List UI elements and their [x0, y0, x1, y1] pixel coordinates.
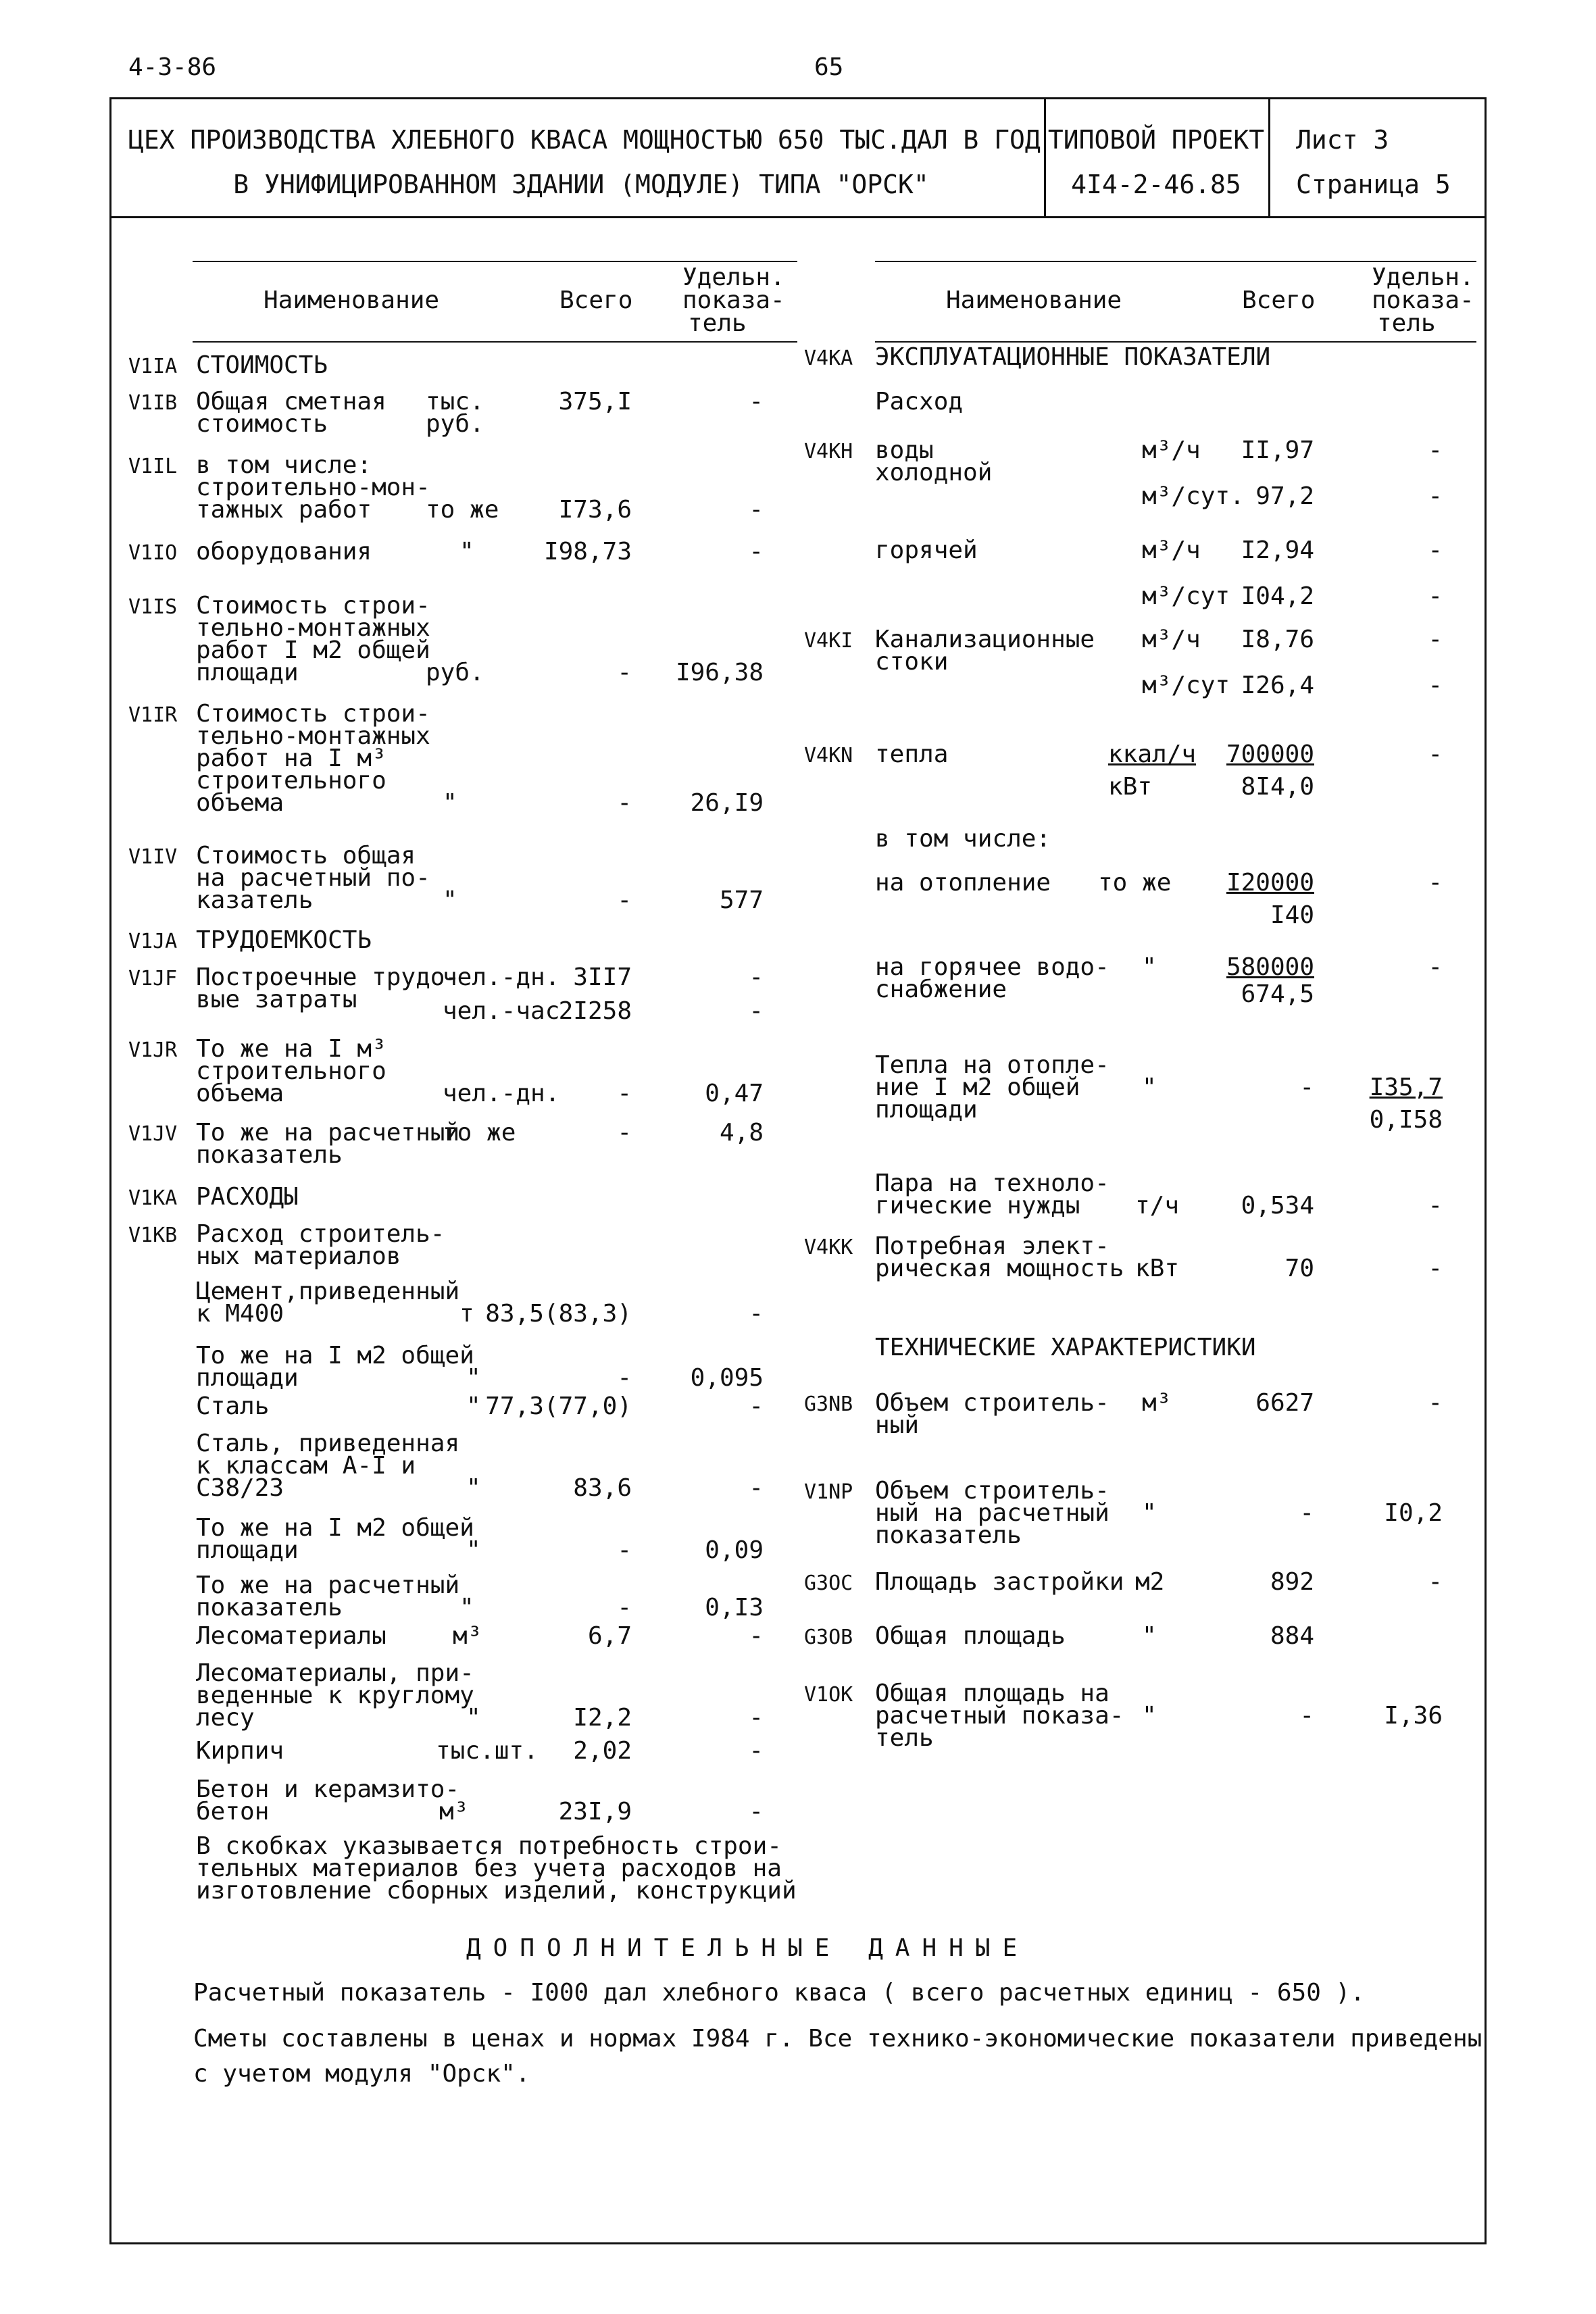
- left-header-spec-2: показа-: [682, 286, 785, 314]
- right-row-15-name-0: Площадь застройки: [875, 1568, 1124, 1596]
- right-row-10-name-0: Пара на техноло-: [875, 1169, 1109, 1197]
- additional-data-heading: ДОПОЛНИТЕЛЬНЫЕ ДАННЫЕ: [466, 1934, 1030, 1962]
- right-row-3-unit-0: м³/ч: [1142, 536, 1201, 564]
- left-row-3-unit-0: ": [459, 538, 474, 565]
- right-row-5-total-0: 700000: [1226, 740, 1314, 768]
- right-row-2-name-0: воды: [875, 436, 934, 464]
- left-row-11-code: V1KA: [128, 1186, 178, 1210]
- project-number: 4I4-2-46.85: [1071, 170, 1241, 199]
- left-row-7-name-0: ТРУДОЕМКОСТЬ: [196, 926, 372, 954]
- left-table-top-line: [193, 261, 797, 262]
- title-block-separator-2: [1268, 97, 1270, 216]
- left-row-16-name-2: С38/23: [196, 1474, 284, 1502]
- left-row-18-unit-0: ": [459, 1594, 474, 1621]
- right-row-13-code: G3NB: [804, 1392, 853, 1416]
- left-row-9-spec-0: 0,47: [705, 1080, 764, 1107]
- project-label: ТИПОВОЙ ПРОЕКТ: [1047, 125, 1265, 155]
- left-row-8-name-1: вые затраты: [196, 986, 357, 1013]
- title-line-1: ЦЕХ ПРОИЗВОДСТВА ХЛЕБНОГО КВАСА МОЩНОСТЬЮ 650 ТЫС.ДАЛ В ГОД: [128, 125, 1041, 155]
- left-row-20-spec-0: -: [749, 1704, 764, 1732]
- right-row-4-name-0: Канализационные: [875, 626, 1095, 653]
- left-row-1-code: V1IB: [128, 391, 178, 415]
- right-row-2-spec-1: -: [1428, 482, 1443, 510]
- left-row-17-name-1: площади: [196, 1536, 299, 1564]
- left-row-17-name-0: То же на I м2 общей: [196, 1514, 474, 1542]
- left-row-14-name-0: То же на I м2 общей: [196, 1342, 474, 1369]
- right-row-5-total-1: 8I4,0: [1241, 773, 1314, 801]
- right-row-7-spec-0: -: [1428, 869, 1443, 897]
- right-row-17-code: V1OK: [804, 1683, 853, 1707]
- right-header-name: Наименование: [946, 286, 1122, 314]
- right-row-7-total-0: I20000: [1226, 869, 1314, 897]
- right-row-7-name-0: на отопление: [875, 869, 1051, 897]
- right-row-3-total-0: I2,94: [1241, 536, 1314, 564]
- right-row-2-spec-0: -: [1428, 436, 1443, 464]
- left-row-19-name-0: Лесоматериалы: [196, 1622, 386, 1650]
- right-row-4-total-0: I8,76: [1241, 626, 1314, 653]
- right-row-16-total-0: 884: [1270, 1622, 1314, 1650]
- right-row-16-name-0: Общая площадь: [875, 1622, 1066, 1650]
- left-row-2-spec-0: -: [749, 496, 764, 524]
- left-row-6-total-0: -: [617, 886, 632, 914]
- document-code: 4-3-86: [128, 53, 217, 81]
- left-row-22-name-1: бетон: [196, 1798, 270, 1826]
- left-row-9-total-0: -: [617, 1080, 632, 1107]
- left-header-spec-1: Удельн.: [682, 263, 785, 291]
- left-row-1-name-1: стоимость: [196, 410, 328, 438]
- left-row-10-name-0: То же на расчетный: [196, 1119, 460, 1147]
- left-row-17-unit-0: ": [466, 1536, 481, 1564]
- additional-line-2: Сметы составлены в ценах и нормах I984 г. Все технико-экономические показатели приведены: [193, 2025, 1482, 2053]
- right-row-10-name-1: гические нужды: [875, 1192, 1080, 1219]
- right-row-14-total-0: -: [1299, 1499, 1314, 1527]
- right-row-2-unit-0: м³/ч: [1142, 436, 1201, 464]
- left-note-line-3: изготовление сборных изделий, конструкций: [196, 1877, 797, 1905]
- right-row-9-name-0: Тепла на отопле-: [875, 1051, 1109, 1079]
- left-row-8-unit-0: чел.-дн.: [443, 963, 560, 991]
- left-row-13-total-0: 83,5(83,3): [485, 1300, 632, 1328]
- right-row-3-name-0: горячей: [875, 536, 978, 564]
- left-row-4-code: V1IS: [128, 595, 178, 619]
- right-row-4-name-1: стоки: [875, 648, 949, 676]
- left-row-5-name-3: строительного: [196, 767, 386, 795]
- right-row-17-total-0: -: [1299, 1702, 1314, 1730]
- left-row-9-unit-0: чел.-дн.: [443, 1080, 560, 1107]
- left-row-22-unit-0: м³: [439, 1798, 469, 1826]
- right-row-4-unit-1: м³/сут: [1142, 672, 1230, 699]
- left-row-1-spec-0: -: [749, 388, 764, 416]
- left-row-5-name-1: тельно-монтажных: [196, 722, 430, 750]
- left-row-20-name-2: лесу: [196, 1704, 255, 1732]
- right-row-3-total-1: I04,2: [1241, 582, 1314, 610]
- left-row-4-name-0: Стоимость строи-: [196, 592, 430, 620]
- right-row-4-unit-0: м³/ч: [1142, 626, 1201, 653]
- left-row-10-spec-0: 4,8: [719, 1119, 764, 1147]
- right-row-5-unit-1: кВт: [1108, 773, 1153, 801]
- right-row-15-unit-0: м2: [1135, 1568, 1165, 1596]
- right-row-8-name-1: снабжение: [875, 976, 1007, 1003]
- right-row-15-code: G3OC: [804, 1571, 853, 1595]
- left-row-0-code: V1IA: [128, 355, 178, 378]
- right-row-8-spec-0: -: [1428, 953, 1443, 981]
- right-row-6-name-0: в том числе:: [875, 825, 1051, 853]
- left-row-2-name-1: строительно-мон-: [196, 474, 430, 501]
- left-row-4-name-2: работ I м2 общей: [196, 636, 430, 664]
- left-row-18-name-1: показатель: [196, 1594, 343, 1621]
- right-row-17-unit-0: ": [1142, 1702, 1157, 1730]
- left-row-15-total-0: 77,3(77,0): [485, 1392, 632, 1420]
- right-row-11-code: V4KK: [804, 1236, 853, 1259]
- left-row-8-total-1: 2I258: [558, 997, 632, 1025]
- left-row-1-name-0: Общая сметная: [196, 388, 386, 416]
- right-row-8-total-1: 674,5: [1241, 980, 1314, 1008]
- left-row-6-name-2: казатель: [196, 886, 314, 914]
- right-row-11-unit-0: кВт: [1135, 1255, 1180, 1282]
- right-row-5-spec-0: -: [1428, 740, 1443, 768]
- left-row-18-name-0: То же на расчетный: [196, 1571, 460, 1599]
- left-row-10-total-0: -: [617, 1119, 632, 1147]
- left-header-name: Наименование: [264, 286, 440, 314]
- additional-line-3: с учетом модуля "Орск".: [193, 2060, 530, 2088]
- right-row-2-name-1: холодной: [875, 459, 993, 486]
- right-row-9-spec-1: 0,I58: [1369, 1106, 1443, 1134]
- left-row-2-name-0: в том числе:: [196, 451, 372, 479]
- right-row-14-unit-0: ": [1142, 1499, 1157, 1527]
- left-row-4-total-0: -: [617, 659, 632, 686]
- left-row-2-code: V1IL: [128, 455, 178, 478]
- right-row-5-unit-0: ккал/ч: [1108, 740, 1197, 768]
- left-row-13-name-1: к М400: [196, 1300, 284, 1328]
- left-row-13-unit-0: т: [459, 1300, 474, 1328]
- right-row-14-name-0: Объем строитель-: [875, 1477, 1109, 1505]
- left-row-9-name-1: строительного: [196, 1057, 386, 1085]
- right-header-spec-1: Удельн.: [1372, 263, 1474, 291]
- right-row-2-unit-1: м³/сут.: [1142, 482, 1245, 510]
- right-row-4-spec-0: -: [1428, 626, 1443, 653]
- left-header-spec-3: тель: [688, 309, 747, 337]
- left-row-8-name-0: Построечные трудо-: [196, 963, 460, 991]
- left-row-21-name-0: Кирпич: [196, 1737, 284, 1765]
- right-row-3-spec-1: -: [1428, 582, 1443, 610]
- right-row-8-name-0: на горячее водо-: [875, 953, 1109, 981]
- right-row-15-spec-0: -: [1428, 1568, 1443, 1596]
- left-row-14-total-0: -: [617, 1364, 632, 1392]
- right-row-0-code: V4KA: [804, 347, 853, 370]
- right-row-10-spec-0: -: [1428, 1192, 1443, 1219]
- right-row-0-name-0: ЭКСПЛУАТАЦИОННЫЕ ПОКАЗАТЕЛИ: [875, 343, 1271, 371]
- sheet-number: Лист 3: [1296, 125, 1389, 155]
- right-row-5-code: V4KN: [804, 744, 853, 768]
- right-row-9-spec-0: I35,7: [1369, 1074, 1443, 1101]
- left-row-14-spec-0: 0,095: [690, 1364, 764, 1392]
- left-row-6-unit-0: ": [443, 886, 457, 914]
- left-row-3-total-0: I98,73: [543, 538, 632, 565]
- left-row-3-code: V1IO: [128, 541, 178, 565]
- title-line-2: В УНИФИЦИРОВАННОМ ЗДАНИИ (МОДУЛЕ) ТИПА "ОРСК": [233, 170, 929, 199]
- right-row-17-spec-0: I,36: [1384, 1702, 1443, 1730]
- right-row-17-name-2: тель: [875, 1724, 934, 1752]
- title-block-divider: [109, 216, 1487, 218]
- left-row-4-name-3: площади: [196, 659, 299, 686]
- right-row-8-total-0: 580000: [1226, 953, 1314, 981]
- right-row-2-total-1: 97,2: [1255, 482, 1314, 510]
- left-row-11-name-0: РАСХОДЫ: [196, 1183, 299, 1211]
- left-row-2-name-2: тажных работ: [196, 496, 372, 524]
- left-row-5-name-0: Стоимость строи-: [196, 700, 430, 728]
- left-row-8-unit-1: чел.-час: [443, 997, 560, 1025]
- right-row-14-spec-0: I0,2: [1384, 1499, 1443, 1527]
- left-row-9-code: V1JR: [128, 1038, 178, 1062]
- right-row-10-total-0: 0,534: [1241, 1192, 1314, 1219]
- left-row-12-code: V1KB: [128, 1224, 178, 1247]
- left-row-20-name-1: веденные к круглому: [196, 1682, 474, 1709]
- left-row-19-unit-0: м³: [453, 1622, 482, 1650]
- left-row-16-name-0: Сталь, приведенная: [196, 1430, 460, 1457]
- left-row-13-name-0: Цемент,приведенный: [196, 1278, 460, 1305]
- right-row-9-name-1: ние I м2 общей: [875, 1074, 1080, 1101]
- right-row-4-spec-1: -: [1428, 672, 1443, 699]
- right-row-14-name-1: ный на расчетный: [875, 1499, 1109, 1527]
- right-header-spec-3: тель: [1377, 309, 1436, 337]
- left-row-3-spec-0: -: [749, 538, 764, 565]
- left-row-22-name-0: Бетон и керамзито-: [196, 1776, 460, 1803]
- left-row-7-code: V1JA: [128, 930, 178, 953]
- left-row-17-spec-0: 0,09: [705, 1536, 764, 1564]
- right-row-3-unit-1: м³/сут: [1142, 582, 1230, 610]
- left-row-16-unit-0: ": [466, 1474, 481, 1502]
- right-table-top-line: [875, 261, 1476, 262]
- right-row-9-name-2: площади: [875, 1096, 978, 1124]
- page-number: 65: [814, 53, 844, 81]
- right-row-9-total-0: -: [1299, 1074, 1314, 1101]
- right-row-8-unit-0: ": [1142, 953, 1157, 981]
- left-note-line-2: тельных материалов без учета расходов на: [196, 1855, 782, 1882]
- left-table-header-line: [193, 341, 797, 343]
- left-row-2-total-0: I73,6: [558, 496, 632, 524]
- left-row-22-total-0: 23I,9: [558, 1798, 632, 1826]
- right-row-16-code: G3OB: [804, 1626, 853, 1649]
- right-row-4-total-1: I26,4: [1241, 672, 1314, 699]
- right-row-13-name-0: Объем строитель-: [875, 1389, 1109, 1417]
- right-row-7-unit-0: то же: [1098, 869, 1172, 897]
- left-row-13-spec-0: -: [749, 1300, 764, 1328]
- left-row-8-code: V1JF: [128, 967, 178, 990]
- left-row-15-spec-0: -: [749, 1392, 764, 1420]
- left-row-5-unit-0: ": [443, 789, 457, 817]
- left-row-0-name-0: СТОИМОСТЬ: [196, 351, 328, 379]
- left-row-16-spec-0: -: [749, 1474, 764, 1502]
- right-header-total: Всего: [1242, 286, 1316, 314]
- right-row-14-name-2: показатель: [875, 1521, 1022, 1549]
- left-row-1-unit-1: руб.: [426, 410, 484, 438]
- left-row-3-name-0: оборудования: [196, 538, 372, 565]
- right-row-13-unit-0: м³: [1142, 1389, 1172, 1417]
- left-header-total: Всего: [559, 286, 633, 314]
- right-row-2-code: V4KH: [804, 440, 853, 463]
- left-row-20-unit-0: ": [466, 1704, 481, 1732]
- left-row-1-unit-0: тыс.: [426, 388, 484, 416]
- right-row-17-name-1: расчетный показа-: [875, 1702, 1124, 1730]
- left-row-9-name-0: То же на I м³: [196, 1035, 386, 1063]
- right-row-9-unit-0: ": [1142, 1074, 1157, 1101]
- left-row-9-name-2: объема: [196, 1080, 284, 1107]
- left-row-5-total-0: -: [617, 789, 632, 817]
- left-row-16-name-1: к классам А-I и: [196, 1452, 416, 1480]
- left-row-20-name-0: Лесоматериалы, при-: [196, 1659, 474, 1687]
- left-row-5-code: V1IR: [128, 703, 178, 727]
- page-in-sheet: Страница 5: [1296, 170, 1451, 199]
- right-row-12-name-0: ТЕХНИЧЕСКИЕ ХАРАКТЕРИСТИКИ: [875, 1334, 1256, 1361]
- left-row-10-name-1: показатель: [196, 1141, 343, 1169]
- title-block-separator-1: [1044, 97, 1046, 216]
- left-row-10-unit-0: то же: [443, 1119, 516, 1147]
- left-row-4-name-1: тельно-монтажных: [196, 614, 430, 642]
- left-row-6-name-0: Стоимость общая: [196, 842, 416, 870]
- left-row-4-unit-0: руб.: [426, 659, 484, 686]
- left-row-14-unit-0: ": [466, 1364, 481, 1392]
- left-row-17-total-0: -: [617, 1536, 632, 1564]
- right-header-spec-2: показа-: [1372, 286, 1474, 314]
- left-row-22-spec-0: -: [749, 1798, 764, 1826]
- right-row-13-spec-0: -: [1428, 1389, 1443, 1417]
- left-row-5-name-4: объема: [196, 789, 284, 817]
- left-row-16-total-0: 83,6: [573, 1474, 632, 1502]
- right-row-10-unit-0: т/ч: [1135, 1192, 1180, 1219]
- left-row-19-spec-0: -: [749, 1622, 764, 1650]
- left-row-4-spec-0: I96,38: [675, 659, 764, 686]
- left-row-15-name-0: Сталь: [196, 1392, 270, 1420]
- left-row-19-total-0: 6,7: [587, 1622, 632, 1650]
- right-row-1-name-0: Расход: [875, 388, 964, 416]
- left-row-8-spec-1: -: [749, 997, 764, 1025]
- right-row-14-code: V1NP: [804, 1480, 853, 1504]
- left-row-18-total-0: -: [617, 1594, 632, 1621]
- left-row-2-unit-0: то же: [426, 496, 499, 524]
- left-row-8-total-0: 3II7: [573, 963, 632, 991]
- left-row-21-unit-0: тыс.шт.: [436, 1737, 539, 1765]
- right-row-13-total-0: 6627: [1255, 1389, 1314, 1417]
- right-row-11-total-0: 70: [1285, 1255, 1314, 1282]
- right-row-4-code: V4KI: [804, 629, 853, 653]
- right-row-15-total-0: 892: [1270, 1568, 1314, 1596]
- additional-line-1: Расчетный показатель - I000 дал хлебного кваса ( всего расчетных единиц - 650 ).: [193, 1979, 1365, 2007]
- right-row-11-spec-0: -: [1428, 1255, 1443, 1282]
- right-table-header-line: [875, 341, 1476, 343]
- left-row-21-spec-0: -: [749, 1737, 764, 1765]
- right-row-17-name-0: Общая площадь на: [875, 1680, 1109, 1707]
- left-row-5-name-2: работ на I м³: [196, 745, 386, 772]
- left-row-20-total-0: I2,2: [573, 1704, 632, 1732]
- left-row-5-spec-0: 26,I9: [690, 789, 764, 817]
- right-row-3-spec-0: -: [1428, 536, 1443, 564]
- left-row-15-unit-0: ": [466, 1392, 481, 1420]
- left-row-10-code: V1JV: [128, 1122, 178, 1146]
- left-row-1-total-0: 375,I: [558, 388, 632, 416]
- right-row-13-name-1: ный: [875, 1411, 920, 1439]
- right-row-16-unit-0: ": [1142, 1622, 1157, 1650]
- right-row-5-name-0: тепла: [875, 740, 949, 768]
- left-row-14-name-1: площади: [196, 1364, 299, 1392]
- left-note-line-1: В скобках указывается потребность строи-: [196, 1832, 782, 1860]
- left-row-12-name-1: ных материалов: [196, 1242, 401, 1270]
- left-row-6-code: V1IV: [128, 845, 178, 869]
- right-row-11-name-0: Потребная элект-: [875, 1232, 1109, 1260]
- left-row-18-spec-0: 0,I3: [705, 1594, 764, 1621]
- left-row-21-total-0: 2,02: [573, 1737, 632, 1765]
- left-row-6-spec-0: 577: [719, 886, 764, 914]
- right-row-2-total-0: II,97: [1241, 436, 1314, 464]
- right-row-11-name-1: рическая мощность: [875, 1255, 1124, 1282]
- left-row-8-spec-0: -: [749, 963, 764, 991]
- right-row-7-total-1: I40: [1270, 901, 1314, 929]
- left-row-12-name-0: Расход строитель-: [196, 1220, 445, 1248]
- left-row-6-name-1: на расчетный по-: [196, 864, 430, 892]
